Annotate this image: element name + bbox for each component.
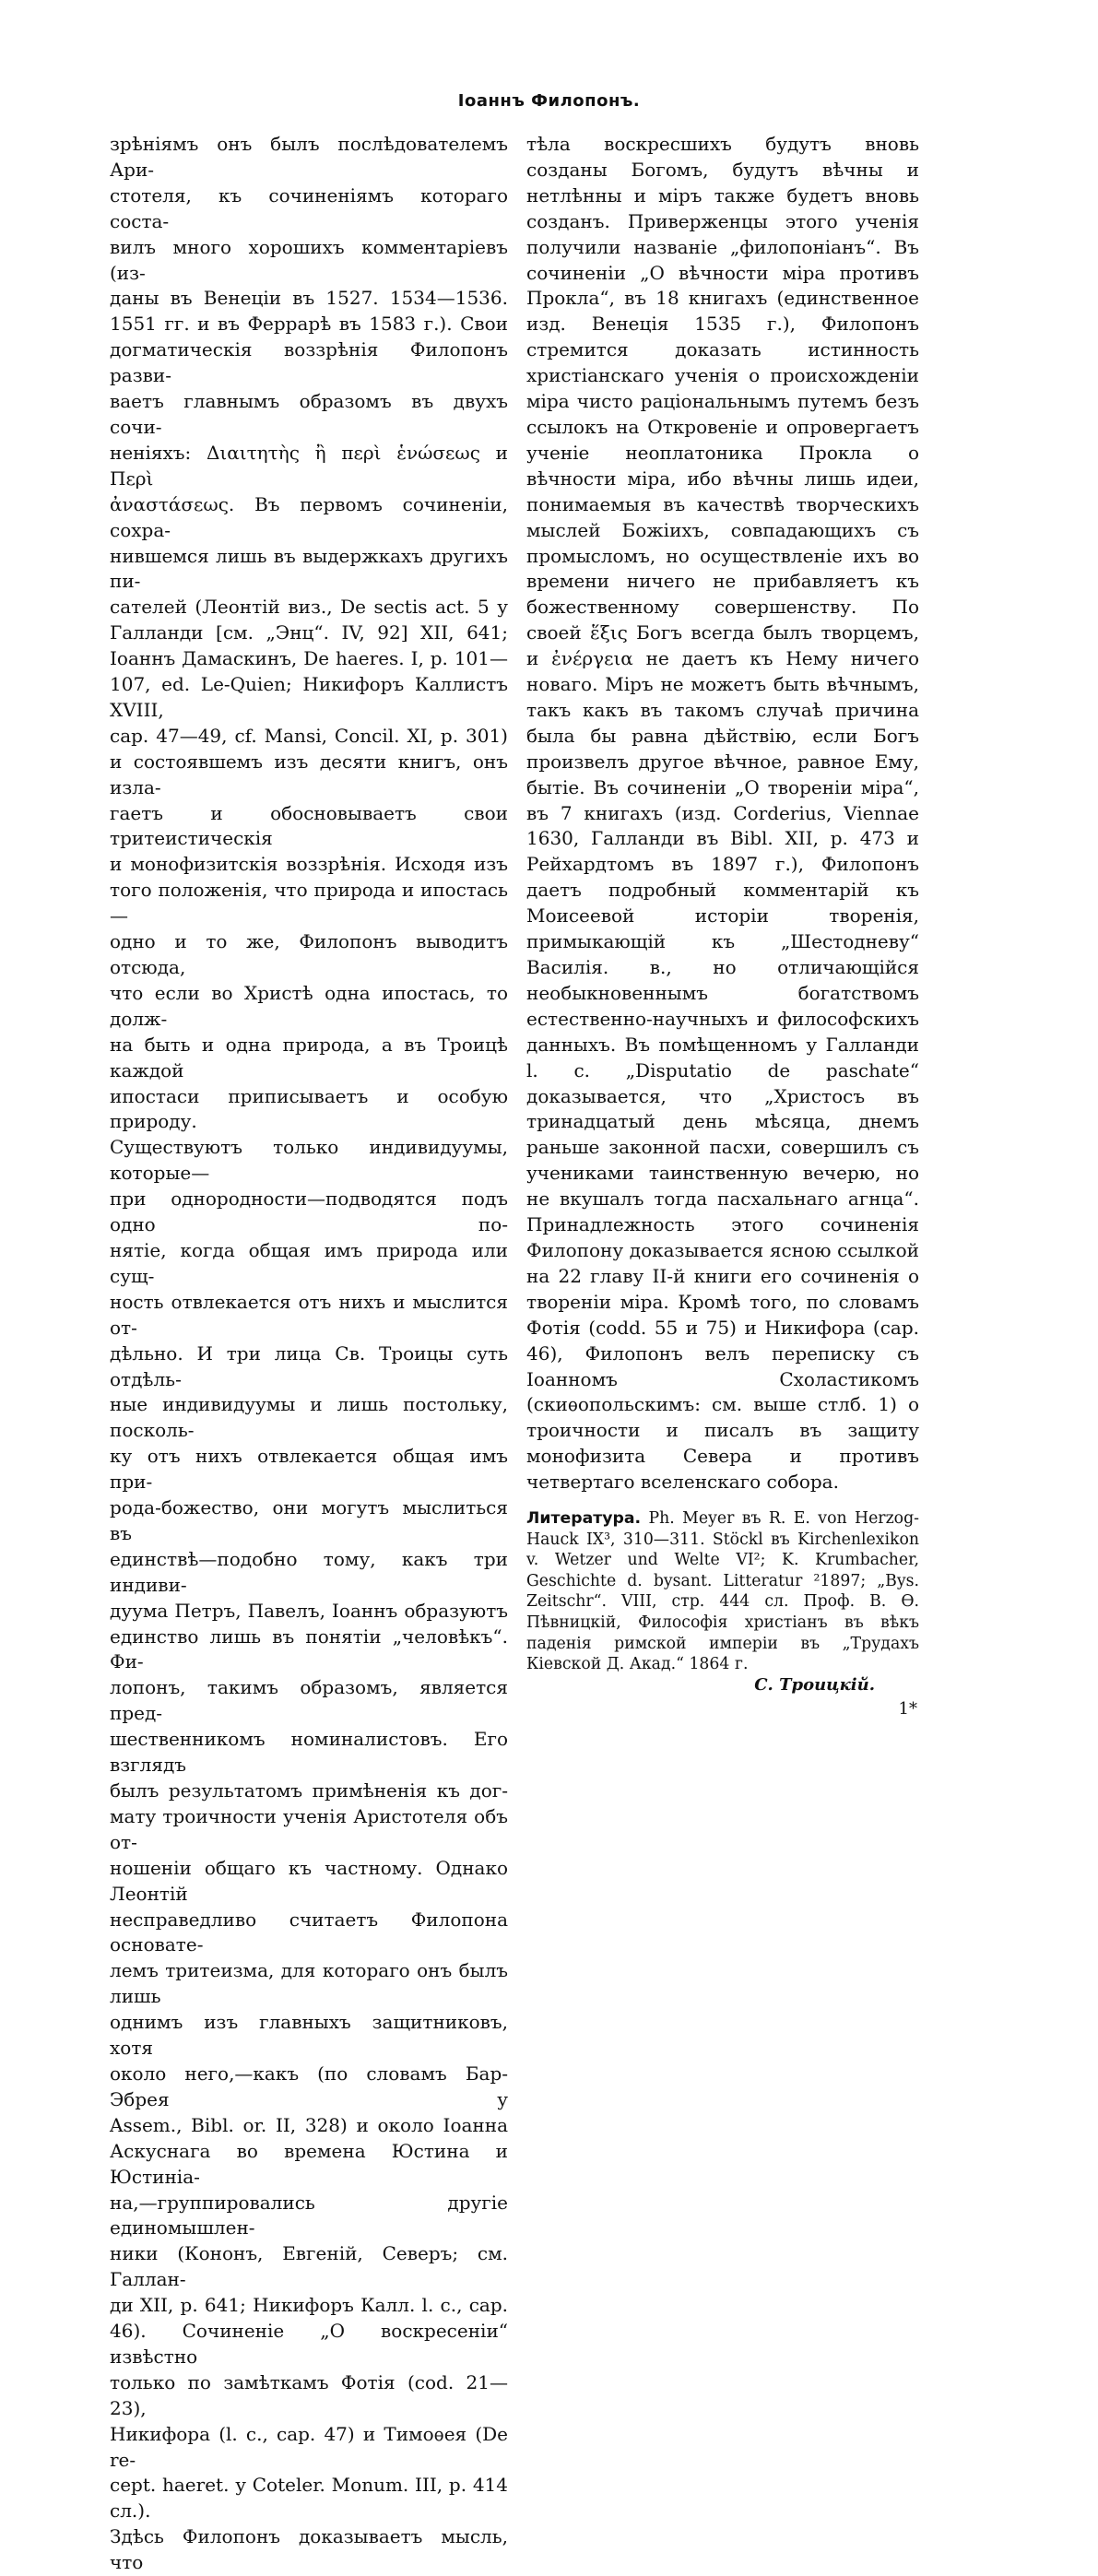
- text-line: вилъ много хорошихъ комментаріевъ (из-: [110, 235, 508, 284]
- text-line: ку отъ нихъ отвлекается общая имъ при-: [110, 1445, 508, 1494]
- page-number: 1*: [898, 1698, 917, 1719]
- text-line: ваетъ главнымъ образомъ въ двухъ сочи-: [110, 390, 508, 438]
- text-line: догматическія воззрѣнія Филопонъ разви-: [110, 338, 508, 387]
- text-line: одно и то же, Филопонъ выводитъ отсюда,: [110, 930, 508, 978]
- text-line: на быть и одна природа, а въ Троицѣ каждой: [110, 1033, 508, 1081]
- text-line: только по замѣткамъ Фотія (cod. 21—23),: [110, 2370, 508, 2419]
- text-line: что если во Христѣ одна ипостась, то долж-: [110, 981, 508, 1030]
- text-line: даны въ Венеціи въ 1527. 1534—1536.: [110, 287, 508, 310]
- text-line: рода-божество, они могутъ мыслиться въ: [110, 1496, 508, 1544]
- text-line: былъ результатомъ примѣненія къ дог-: [110, 1779, 508, 1802]
- text-line: ность отвлекается отъ нихъ и мыслится от-: [110, 1290, 508, 1339]
- text-line: несправедливо считаетъ Филопона основате-: [110, 1908, 508, 1956]
- text-line: единствѣ—подобно тому, какъ три индиви-: [110, 1547, 508, 1596]
- text-line: cept. haeret. у Coteler. Monum. III, p. 414 сл.).: [110, 2474, 508, 2523]
- text-line: ἀναστάσεως. Въ первомъ сочиненіи, сохра-: [110, 492, 508, 541]
- text-line: того положенія, что природа и ипостась—: [110, 879, 508, 928]
- text-line: 46). Сочиненіе „О воскресеніи“ извѣстно: [110, 2320, 508, 2368]
- text-line: и состоявшемъ изъ десяти книгъ, онъ изла-: [110, 750, 508, 798]
- text-line: на,—группировались другіе единомышлен-: [110, 2191, 508, 2239]
- literature-text: Ph. Meyer въ R. E. von Herzog-Hauck IX³, 310—311. Stöckl въ Kirchenlexikon v. Wetzer und Welte VI²; K. Krumbacher, Geschichte d. bysant. Litteratur ²1897; „Bys. Zeitschr“. VIII, стр. 444 сл. Проф. В. Ѳ. Пѣвницкій, Философія христіанъ въ вѣкъ паденія римской имперіи въ „Трудахъ Кіевской Д. Акад.“ 1864 г.: [526, 1509, 919, 1674]
- text-line: около него,—какъ (по словамъ Бар-Эбрея у: [110, 2062, 508, 2110]
- page-title: Іоаннъ Филопонъ.: [457, 91, 641, 111]
- text-line: и монофизитскія воззрѣнія. Исходя изъ: [110, 853, 508, 876]
- literature-heading: Литература.: [526, 1509, 642, 1529]
- text-line: мату троичности ученія Аристотеля объ от-: [110, 1804, 508, 1853]
- text-line: стотеля, къ сочиненіямъ котораго соста-: [110, 183, 508, 232]
- text-line: лопонъ, такимъ образомъ, является пред-: [110, 1676, 508, 1725]
- text-line: Никифора (l. c., cap. 47) и Тимоѳея (De re-: [110, 2422, 508, 2471]
- text-line: ные индивидуумы и лишь постольку, посколь-: [110, 1393, 508, 1442]
- text-line: ношеніи общаго къ частному. Однако Леонтій: [110, 1856, 508, 1905]
- text-line: Assem., Bibl. or. II, 328) и около Іоанна: [110, 2113, 508, 2136]
- text-line: гаетъ и обосновываетъ свои тритеистическія: [110, 801, 508, 850]
- text-line: нившемся лишь въ выдержкахъ другихъ пи-: [110, 544, 508, 593]
- text-line: неніяхъ: Διαιτητὴς ἢ περὶ ἑνώσεως и Περὶ: [110, 441, 508, 490]
- text-line: cap. 47—49, cf. Mansi, Concil. XI, p. 301): [110, 724, 508, 747]
- text-line: Іоаннъ Дамаскинъ, De haeres. I, p. 101—: [110, 647, 508, 670]
- text-line: при однородности—подводятся подъ одно по-: [110, 1188, 508, 1236]
- text-line: ди XII, p. 641; Никифоръ Калл. l. c., cap.: [110, 2294, 508, 2317]
- text-line: 1551 гг. и въ Феррарѣ въ 1583 г.). Свои: [110, 313, 508, 336]
- text-line: Галланди [см. „Энц“. IV, 92] XII, 641;: [110, 621, 508, 644]
- text-line: нятіе, когда общая имъ природа или сущ-: [110, 1238, 508, 1287]
- text-line: сателей (Леонтій виз., De sectis act. 5 у: [110, 596, 508, 619]
- right-column: [526, 132, 919, 1719]
- text-line: ники (Кононъ, Евгеній, Северъ; см. Галлан-: [110, 2242, 508, 2291]
- text-line: ипостаси приписываетъ и особую природу.: [110, 1084, 508, 1133]
- text-line: 107, ed. Le-Quien; Никифоръ Каллистъ XVIII,: [110, 673, 508, 721]
- text-line: единство лишь въ понятіи „человѣкъ“. Фи-: [110, 1625, 508, 1673]
- literature-section: [526, 1508, 919, 1719]
- text-line: однимъ изъ главныхъ защитниковъ, хотя: [110, 2011, 508, 2060]
- text-line: дуума Петръ, Павелъ, Іоаннъ образуютъ: [110, 1599, 508, 1622]
- text-line: шественникомъ номиналистовъ. Его взглядъ: [110, 1728, 508, 1777]
- text-line: Существуютъ только индивидуумы, которые—: [110, 1136, 508, 1185]
- text-line: зрѣніямъ онъ былъ послѣдователемъ Ари-: [110, 133, 508, 181]
- literature-paragraph: [526, 1508, 919, 1675]
- right-column-text: тѣла воскресшихъ будутъ вновь созданы Богомъ, будутъ вѣчны и нетлѣнны и міръ также будетъ вновь созданъ. Приверженцы этого ученія получили названіе „филопоніанъ“. Въ сочиненіи „О вѣчности міра противъ Прокла“, въ 18 книгахъ (единственное изд. Венеція 1535 г.), Филопонъ стремится доказать истинность христіанскаго ученія о происхожденіи міра чисто раціональнымъ путемъ безъ ссылокъ на Откровеніе и опровергаетъ ученіе неоплатоника Прокла о вѣчности міра, ибо вѣчны лишь идеи, понимаемыя въ качествѣ творческихъ мыслей Божіихъ, совпадающихъ съ промысломъ, но осуществленіе ихъ во времени ничего не прибавляетъ къ божественному совершенству. По своей ἕξις Богъ всегда былъ творцемъ, и ἐνέργεια не даетъ къ Нему ничего новаго. Міръ не можетъ быть вѣчнымъ, такъ какъ въ такомъ случаѣ причина была бы равна дѣйствію, если Богъ произвелъ другое вѣчное, равное Ему, бытіе. Въ сочиненіи „О твореніи міра“, въ 7 книгахъ (изд. Corderius, Viennae 1630, Галланди въ Bibl. XII, p. 473 и Рейхардтомъ въ 1897 г.), Филопонъ даетъ подробный комментарій къ Моисеевой исторіи творенія, примыкающій къ „Шестодневу“ Василія. в., но отличающійся необыкновеннымъ богатствомъ естественно-научныхъ и философскихъ данныхъ. Въ помѣщенномъ у Галланди l. c. „Disputatio de paschate“ доказывается, что „Христосъ въ тринадцатый день мѣсяца, днемъ раньше законной пасхи, совершилъ съ учениками таинственную вечерю, но не вкушалъ тогда пасхальнаго агнца“. Принадлежность этого сочиненія Филопону доказывается ясною ссылкой на 22 главу II-й книги его сочиненія о твореніи міра. Кромѣ того, по словамъ Фотія (codd. 55 и 75) и Никифора (cap. 46), Филопонъ велъ переписку съ Іоанномъ Схоластикомъ (скиѳопольскимъ: см. выше стлб. 1) о троичности и писалъ въ защиту монофизита Севера и противъ четвертаго вселенскаго собора.: [526, 133, 919, 1494]
- author-signature: С. Троицкій.: [754, 1674, 875, 1695]
- text-line: лемъ тритеизма, для котораго онъ былъ лишь: [110, 1959, 508, 2008]
- text-line: Аскуснага во времена Юстина и Юстиніа-: [110, 2139, 508, 2188]
- text-line: дѣльно. И три лица Св. Троицы суть отдѣль-: [110, 1341, 508, 1390]
- text-line: Здѣсь Филопонъ доказываетъ мысль, что: [110, 2525, 508, 2574]
- left-column: [110, 132, 508, 2576]
